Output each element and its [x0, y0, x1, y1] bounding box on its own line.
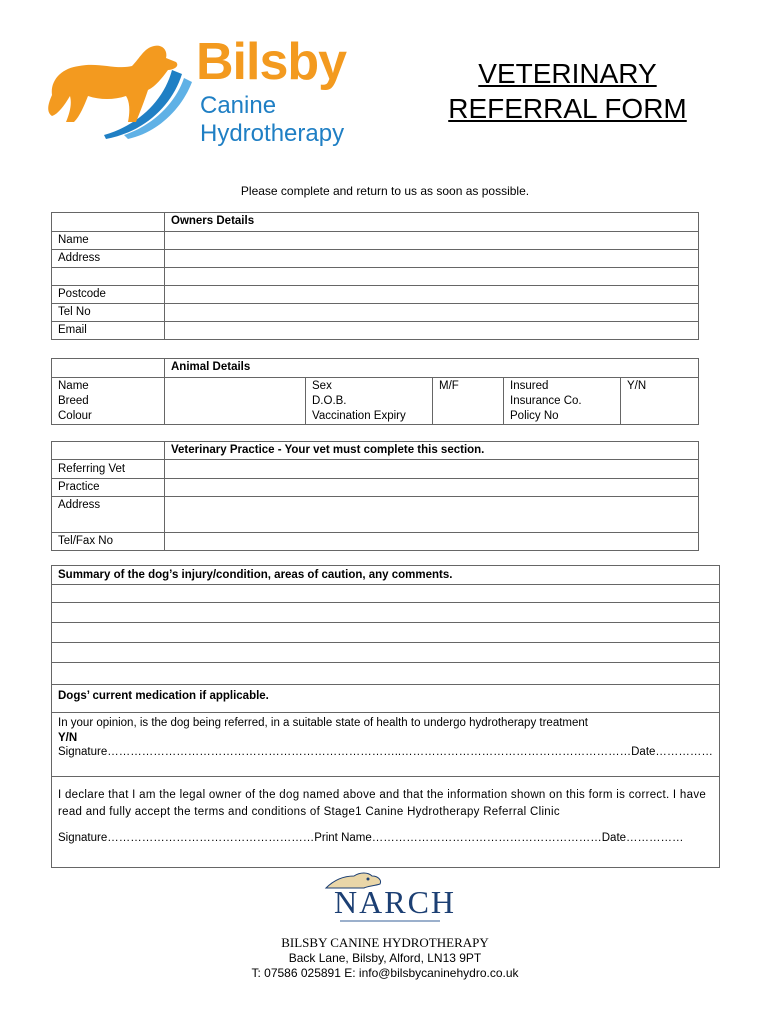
owners-heading: Owners Details	[165, 213, 699, 232]
summary-table	[51, 565, 720, 868]
opinion-yn: Y/N	[58, 732, 78, 744]
declaration-signature-line: Signature………………………………………………Print Name……………………………………………………Date……………	[58, 832, 684, 844]
animal-heading: Animal Details	[165, 359, 699, 378]
owner-address2-input[interactable]	[165, 268, 699, 286]
animal-breed-label: Breed	[58, 395, 89, 407]
vet-referring-input[interactable]	[165, 460, 699, 479]
owner-name-label: Name	[52, 232, 165, 250]
opinion-cell[interactable]	[52, 713, 720, 777]
summary-line-input[interactable]	[52, 643, 720, 663]
animal-insured-label: Insured	[510, 380, 549, 392]
animal-labels-col3	[306, 378, 433, 425]
vet-address-input[interactable]	[165, 497, 699, 533]
animal-dob-label: D.O.B.	[312, 395, 347, 407]
logo-bilsby: Bilsby	[196, 33, 347, 91]
logo-hydrotherapy: Hydrotherapy	[200, 120, 345, 147]
animal-labels-col5	[504, 378, 621, 425]
owner-tel-label: Tel No	[52, 304, 165, 322]
owner-email-input[interactable]	[165, 322, 699, 340]
animal-vacc-label: Vaccination Expiry	[312, 410, 406, 422]
animal-labels-col1	[52, 378, 165, 425]
vet-tel-input[interactable]	[165, 533, 699, 551]
owner-address-extra-label	[52, 268, 165, 286]
footer-company: BILSBY CANINE HYDROTHERAPY	[281, 935, 489, 950]
summary-heading: Summary of the dog’s injury/condition, areas of caution, any comments.	[52, 566, 720, 585]
instruction-text: Please complete and return to us as soon as possible.	[240, 184, 530, 198]
vet-table	[51, 441, 699, 551]
narch-subtitle-line	[340, 920, 440, 922]
dog-logo-icon	[44, 40, 214, 140]
owner-address-label: Address	[52, 250, 165, 268]
signature-date-line: Signature…………………………………………………………………..……………………………………………………Date……………	[58, 746, 713, 758]
summary-line-input[interactable]	[52, 603, 720, 623]
owner-email-label: Email	[52, 322, 165, 340]
animal-name-label: Name	[58, 380, 89, 392]
declaration-text: I declare that I am the legal owner of the dog named above and that the information shown on this form is correct. I have read and fully accept the terms and conditions of Stage1 Canine Hydrotherapy Referral Clinic	[58, 789, 707, 818]
company-logo	[44, 33, 394, 155]
owner-postcode-label: Postcode	[52, 286, 165, 304]
form-title	[440, 56, 695, 126]
animal-details-input[interactable]	[165, 378, 306, 425]
vet-heading: Veterinary Practice - Your vet must complete this section.	[165, 442, 699, 460]
summary-line-input[interactable]	[52, 663, 720, 685]
animal-yn-label: Y/N	[627, 380, 647, 392]
opinion-text: In your opinion, is the dog being referred, in a suitable state of health to undergo hydrotherapy treatment	[58, 717, 588, 729]
owner-name-input[interactable]	[165, 232, 699, 250]
vet-practice-label: Practice	[52, 479, 165, 497]
animal-colour-label: Colour	[58, 410, 92, 422]
summary-line-input[interactable]	[52, 623, 720, 643]
declaration-cell[interactable]	[52, 777, 720, 868]
animal-policy-label: Policy No	[510, 410, 559, 422]
narch-logo	[324, 870, 457, 926]
title-line2: REFERRAL FORM	[448, 93, 687, 124]
animal-insured-input[interactable]	[621, 378, 699, 425]
narch-text: NARCH	[334, 884, 457, 920]
summary-line-input[interactable]	[52, 585, 720, 603]
animal-sex-label: Sex	[312, 380, 332, 392]
vet-referring-label: Referring Vet	[52, 460, 165, 479]
animal-table	[51, 358, 699, 425]
owner-tel-input[interactable]	[165, 304, 699, 322]
vet-tel-label: Tel/Fax No	[52, 533, 165, 551]
title-line1: VETERINARY	[478, 58, 657, 89]
medication-heading: Dogs’ current medication if applicable.	[52, 685, 720, 713]
owner-address-input[interactable]	[165, 250, 699, 268]
logo-canine: Canine	[200, 92, 277, 119]
animal-insurance-co-label: Insurance Co.	[510, 395, 582, 407]
vet-address-label: Address	[52, 497, 165, 533]
footer-address: Back Lane, Bilsby, Alford, LN13 9PT	[288, 951, 482, 965]
animal-mf-label: M/F	[439, 380, 459, 392]
animal-sex-input[interactable]	[433, 378, 504, 425]
vet-practice-input[interactable]	[165, 479, 699, 497]
owner-postcode-input[interactable]	[165, 286, 699, 304]
owners-table	[51, 212, 699, 340]
footer-contact: T: 07586 025891 E: info@bilsbycaninehydro.co.uk	[251, 966, 519, 980]
